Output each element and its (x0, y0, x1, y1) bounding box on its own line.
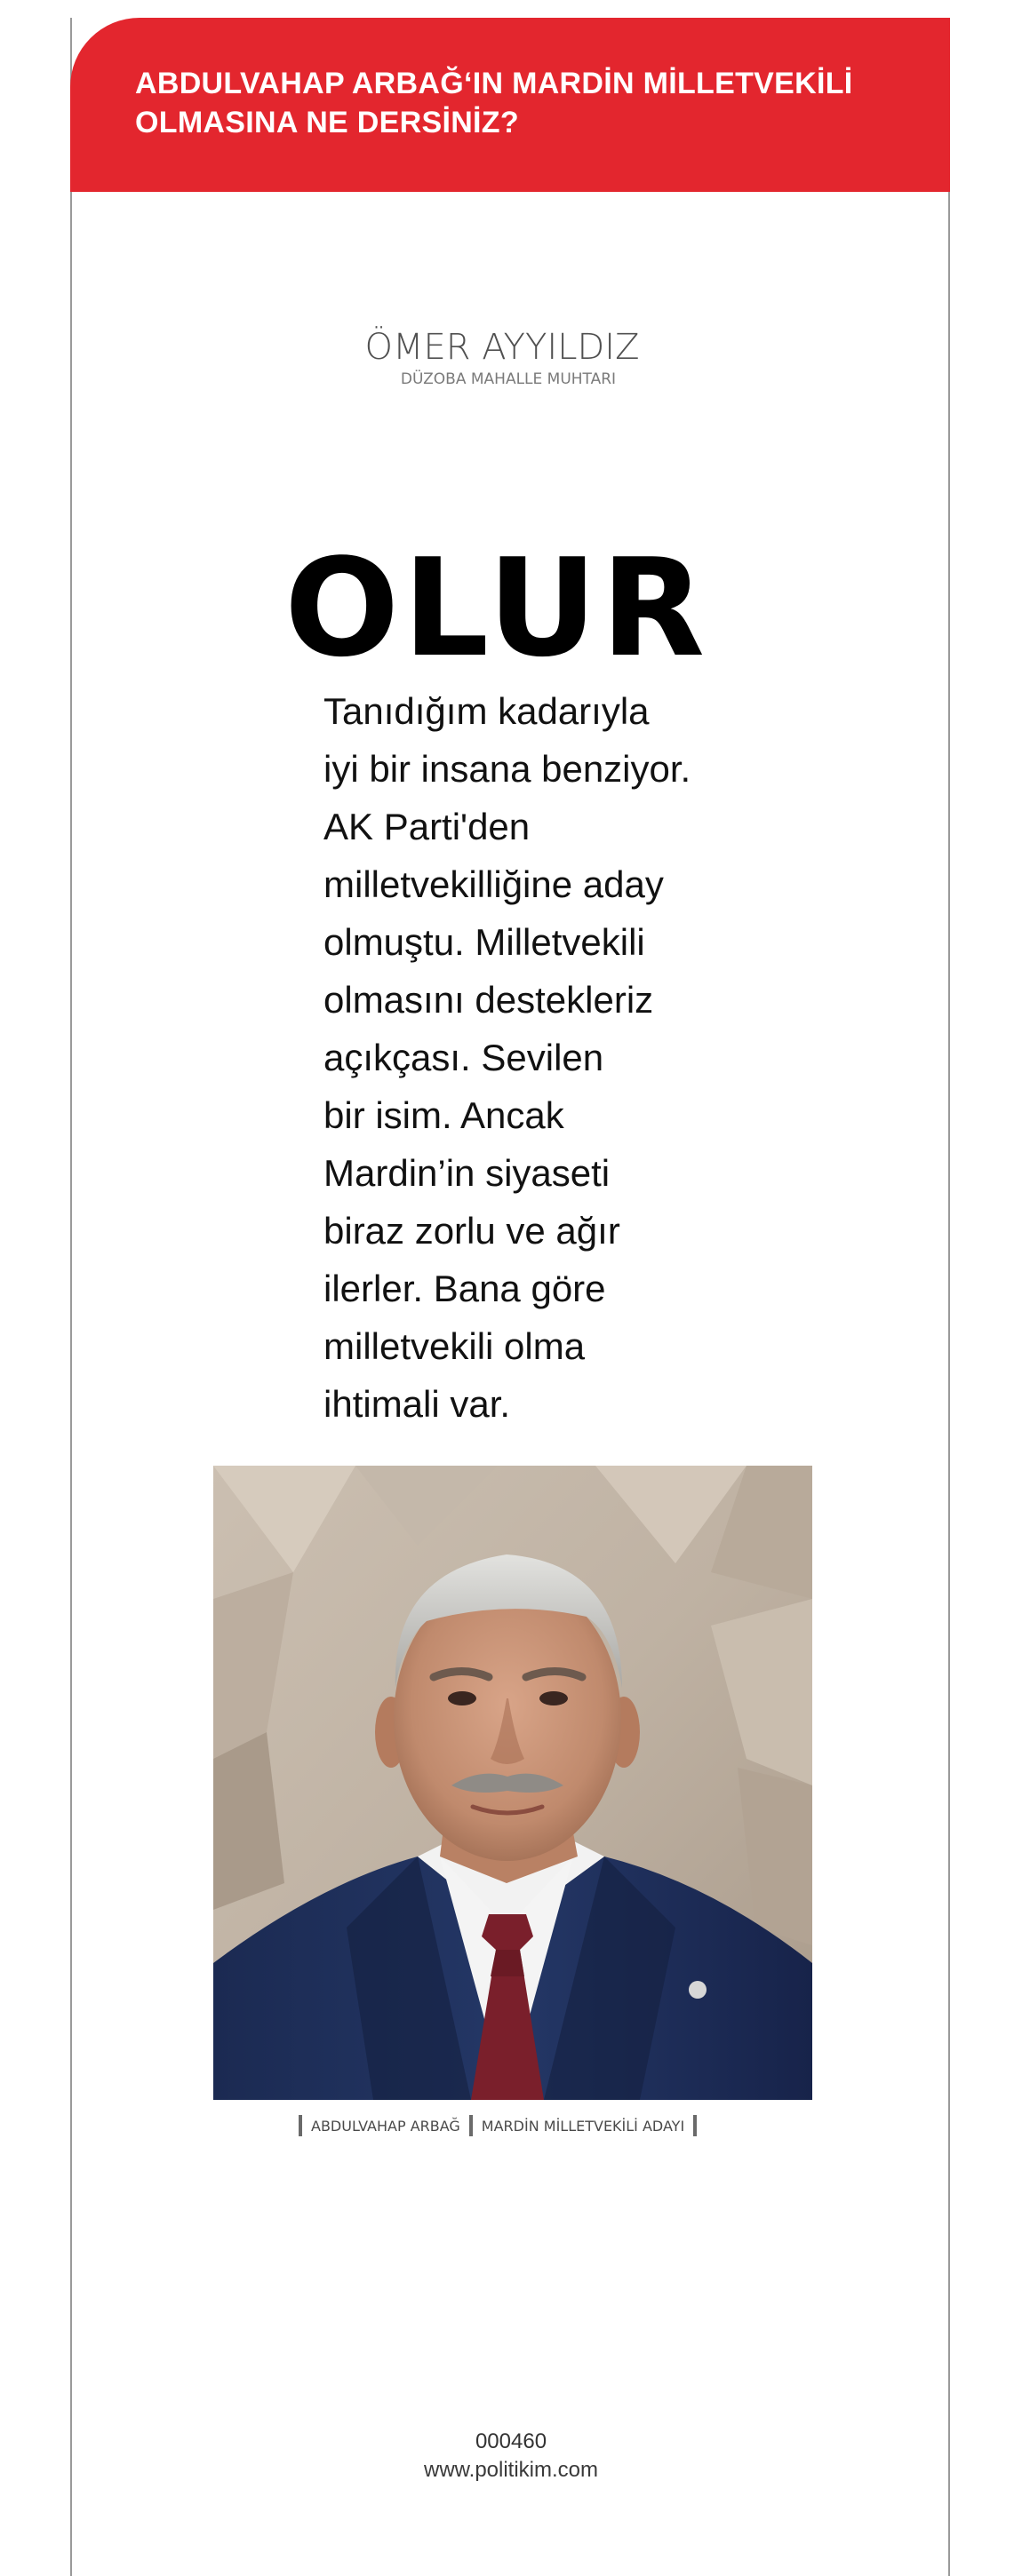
caption-title: MARDİN MİLLETVEKİLİ ADAYI (481, 2117, 685, 2135)
answer-line: milletvekili olma (323, 1325, 586, 1367)
answer-line: Mardin’in siyaseti (323, 1152, 611, 1194)
answer-line: olmasını destekleriz (323, 979, 654, 1021)
portrait-photo-icon (213, 1466, 812, 2100)
question-title-line-1: ABDULVAHAP ARBAĞ‘IN MARDİN MİLLETVEKİLİ (135, 67, 853, 100)
respondent-role: DÜZOBA MAHALLE MUHTARI (400, 370, 617, 388)
page-code: 000460 (475, 2429, 547, 2453)
answer-line: milletvekilliğine aday (323, 863, 664, 905)
caption-name: ABDULVAHAP ARBAĞ (311, 2117, 460, 2135)
answer-line: biraz zorlu ve ağır (323, 1210, 620, 1252)
photo-caption (299, 2112, 743, 2139)
answer-line: Tanıdığım kadarıyla (323, 690, 650, 732)
answer-line: açıkçası. Sevilen (323, 1037, 604, 1078)
answer-line: AK Parti'den (323, 806, 531, 847)
answer-body (323, 682, 706, 1433)
website-link[interactable]: www.politikim.com (423, 2458, 599, 2482)
answer-line: ihtimali var. (323, 1383, 511, 1425)
question-banner (70, 18, 950, 192)
page-footer (0, 2428, 1022, 2485)
answer-line: ilerler. Bana göre (323, 1268, 606, 1309)
question-title-line-2: OLMASINA NE DERSİNİZ? (135, 106, 519, 139)
respondent-block (0, 327, 1022, 389)
question-title (135, 64, 917, 142)
answer-line: olmuştu. Milletvekili (323, 921, 645, 963)
answer-line: iyi bir insana benziyor. (323, 748, 691, 790)
caption-divider (693, 2115, 697, 2136)
candidate-photo (213, 1466, 812, 2100)
respondent-name: ÖMER AYYILDIZ (364, 327, 640, 368)
answer-headline: OLUR (284, 529, 709, 687)
answer-line: bir isim. Ancak (323, 1094, 564, 1136)
